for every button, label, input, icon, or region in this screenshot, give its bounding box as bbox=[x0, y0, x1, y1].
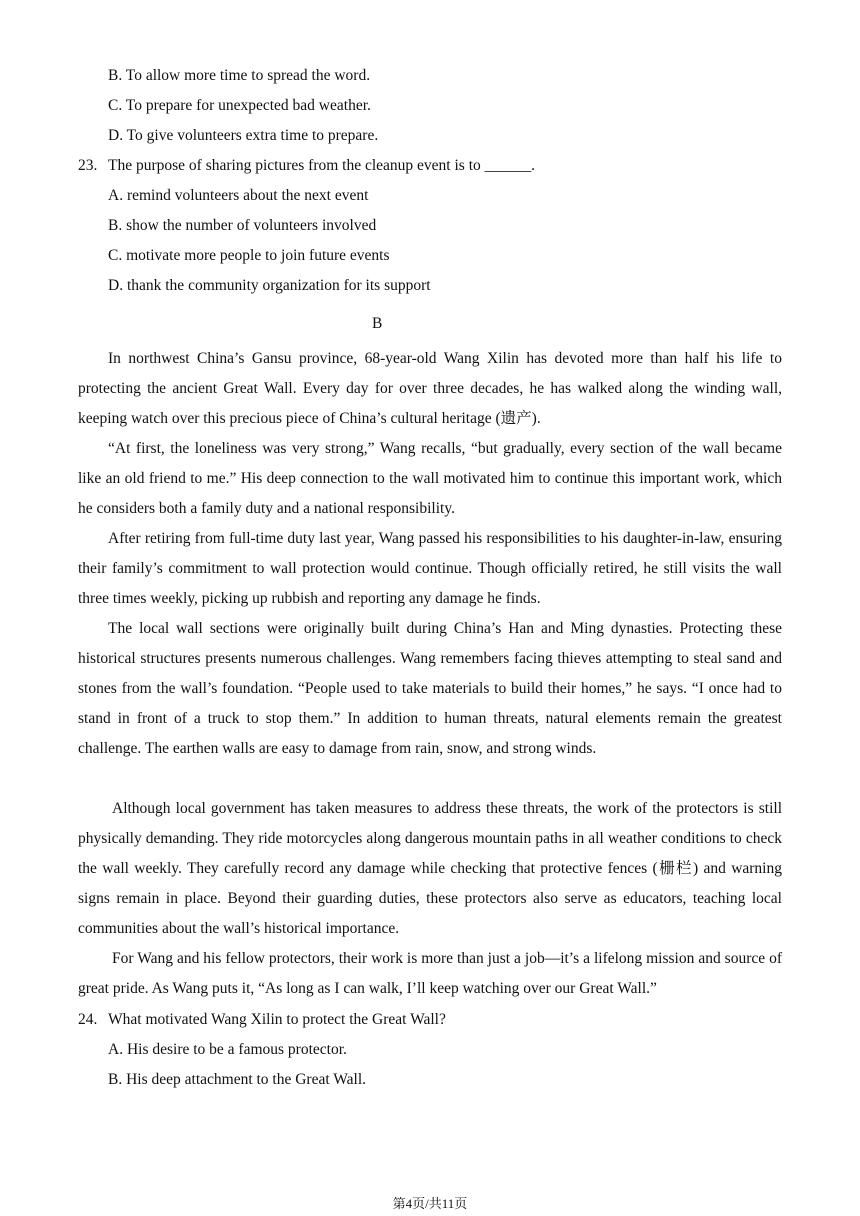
q23-option-c: C. motivate more people to join future events bbox=[108, 247, 390, 264]
passage-paragraph-2-text: “At first, the loneliness was very strong,” Wang recalls, “but gradually, every section of the wall became like an old friend to me.” His deep connection to the wall motivated him to continue this important work, which he considers both a family duty and a national responsibility. bbox=[78, 440, 782, 517]
q24-number: 24. bbox=[78, 1011, 98, 1028]
passage-paragraph-6 bbox=[78, 944, 782, 1004]
passage-paragraph-4 bbox=[78, 614, 782, 764]
q22-option-b: B. To allow more time to spread the word. bbox=[108, 67, 371, 84]
passage-paragraph-5 bbox=[78, 794, 782, 944]
passage-paragraph-6-text: For Wang and his fellow protectors, their work is more than just a job—it’s a lifelong mission and source of great pride. As Wang puts it, “As long as I can walk, I’ll keep watching over our Great Wall.” bbox=[78, 950, 782, 997]
q24-stem: What motivated Wang Xilin to protect the Great Wall? bbox=[108, 1011, 446, 1028]
q23-option-b: B. show the number of volunteers involved bbox=[108, 217, 377, 234]
q22-option-c: C. To prepare for unexpected bad weather. bbox=[108, 97, 371, 114]
q23-stem: The purpose of sharing pictures from the cleanup event is to ______. bbox=[108, 157, 535, 174]
q22-option-d: D. To give volunteers extra time to prepare. bbox=[108, 127, 379, 144]
q23-number: 23. bbox=[78, 157, 98, 174]
section-title: B bbox=[372, 315, 383, 332]
passage-paragraph-2 bbox=[78, 434, 782, 524]
q23-option-a: A. remind volunteers about the next event bbox=[108, 187, 369, 204]
passage-paragraph-1-text: In northwest China’s Gansu province, 68-year-old Wang Xilin has devoted more than half his life to protecting the ancient Great Wall. Every day for over three decades, he has walked along the winding wall, keeping watch over this precious piece of China’s cultural heritage (遗产). bbox=[78, 350, 782, 427]
q23-option-d: D. thank the community organization for its support bbox=[108, 277, 431, 294]
passage-paragraph-3-text: After retiring from full-time duty last year, Wang passed his responsibilities to his daughter-in-law, ensuring their family’s commitment to wall protection would continue. Though officially retired, he still visits the wall three times weekly, picking up rubbish and reporting any damage he finds. bbox=[78, 530, 782, 607]
passage-paragraph-1 bbox=[78, 344, 782, 434]
passage-paragraph-3 bbox=[78, 524, 782, 614]
q24-option-b: B. His deep attachment to the Great Wall. bbox=[108, 1071, 367, 1088]
passage-paragraph-4-text: The local wall sections were originally built during China’s Han and Ming dynasties. Protecting these historical structures presents numerous challenges. Wang remembers facing thieves attempting to steal sand and stones from the wall’s foundation. “People used to take materials to build their homes,” he says. “I once had to stand in front of a truck to stop them.” In addition to human threats, natural elements remain the greatest challenge. The earthen walls are easy to damage from rain, snow, and strong winds. bbox=[78, 620, 782, 757]
passage-paragraph-5-text: Although local government has taken measures to address these threats, the work of the protectors is still physically demanding. They ride motorcycles along dangerous mountain paths in all weather conditions to check the wall weekly. They carefully record any damage while checking that protective fences (栅栏) and warning signs remain in place. Beyond their guarding duties, these protectors also serve as educators, teaching local communities about the wall’s historical importance. bbox=[78, 800, 782, 937]
page-number-footer: 第4页/共11页 bbox=[392, 1196, 468, 1211]
q24-option-a: A. His desire to be a famous protector. bbox=[108, 1041, 347, 1058]
